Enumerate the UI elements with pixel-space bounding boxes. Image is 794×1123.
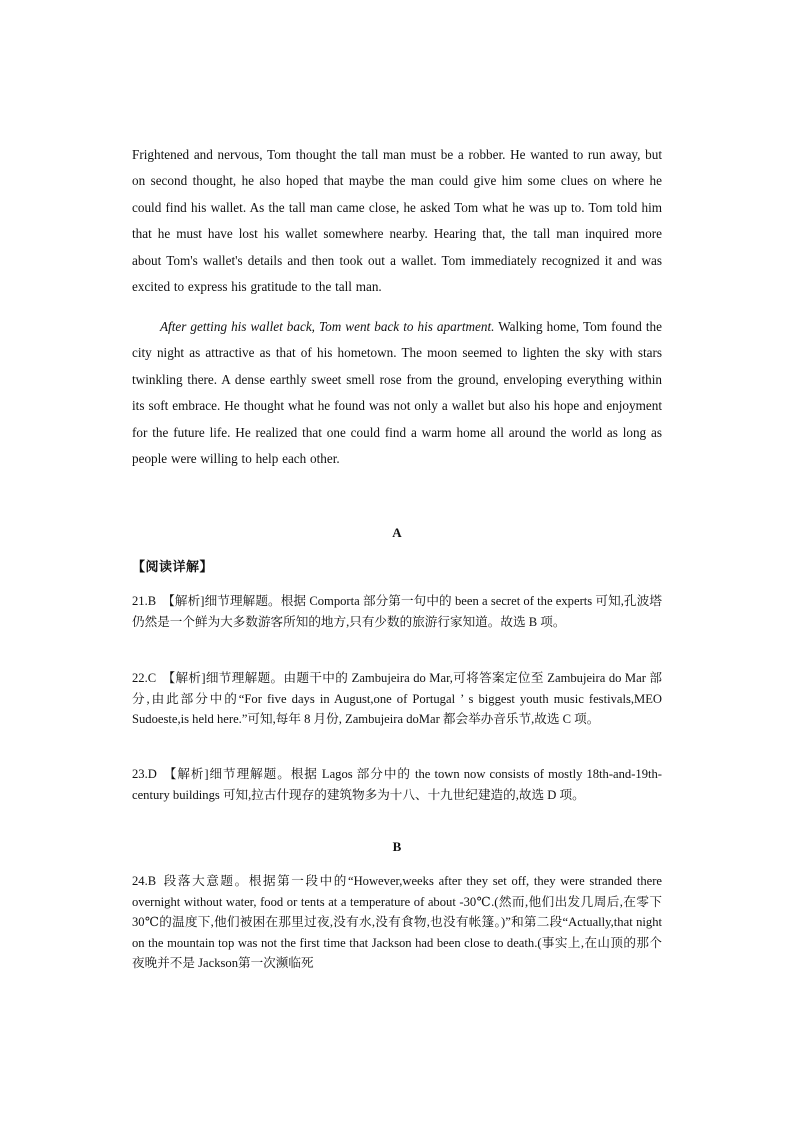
paragraph-text: Frightened and nervous, Tom thought the tall man must be a robber. He wanted to run away, but on second thought, he also hoped that maybe the man could give him some clues on where he could find his wallet. As the tall man came close, he asked Tom what he was up to. Tom told him that he must have lost his wallet somewhere nearby. Hearing that, the tall man inquired more about Tom's wallet's details and then took out a wallet. Tom immediately recognized it and was excited to express his gratitude to the tall man. (132, 147, 662, 295)
answer-explanation: 【解析]细节理解题。根据 Lagos 部分中的 the town now consists of mostly 18th-and-19th-century buildings 可知,拉古什现存的建筑物多为十八、十九世纪建造的,故选 D 项。 (132, 767, 662, 802)
answer-item-22 (132, 668, 662, 730)
paragraph-body: Walking home, Tom found the city night as attractive as that of his hometown. The moon seemed to lighten the sky with stars twinkling there. A dense earthly sweet smell rose from the ground, enveloping everything within its soft embrace. He thought what he found was not only a wallet but also his hope and enjoyment for the future life. He realized that one could find a warm home all around the world as long as people were willing to help each other. (132, 319, 662, 467)
section-b-heading: B (392, 839, 402, 854)
paragraph-text (132, 314, 662, 472)
answer-number: 23.D (132, 767, 157, 781)
section-title: 【阅读详解】 (132, 560, 214, 575)
answer-number: 22.C (132, 671, 157, 685)
passage-paragraph-2 (132, 314, 662, 472)
answer-number: 24.B (132, 874, 157, 888)
answer-item-23 (132, 764, 662, 805)
answer-explanation: 【解析]细节理解题。由题干中的 Zambujeira do Mar,可将答案定位至 Zambujeira do Mar 部分,由此部分中的“For five days in August,one of Portugal ’ s biggest youth music festivals,MEO Sudoeste,is held here.”可知,每年 8 月份, Zambujeira doMar 都会举办音乐节,故选 C 项。 (132, 671, 662, 727)
paragraph-lead-sentence: After getting his wallet back, Tom went back to his apartment. (160, 319, 495, 334)
answer-explanation: 【解析]细节理解题。根据 Comporta 部分第一句中的 been a secret of the experts 可知,孔波塔仍然是一个鲜为大多数游客所知的地方,只有少数的旅游行家知道。故选 B 项。 (132, 594, 662, 629)
passage-paragraph-1 (132, 142, 662, 300)
answer-item-21 (132, 591, 662, 632)
answer-item-24 (132, 871, 662, 974)
section-a-heading: A (392, 525, 402, 540)
answer-number: 21.B (132, 594, 157, 608)
answer-explanation: 段落大意题。根据第一段中的“However,weeks after they set off, they were stranded there overnight without water, food or tents at a temperature of about -30℃.(然而,他们出发几周后,在零下 30℃的温度下,他们被困在那里过夜,没有水,没有食物,也没有帐篷。)”和第二段“Actually,that night on the mountain top was not the first time that Jackson had been close to death.(事实上,在山顶的那个夜晚并不是 Jackson第一次濒临死 (132, 874, 662, 971)
